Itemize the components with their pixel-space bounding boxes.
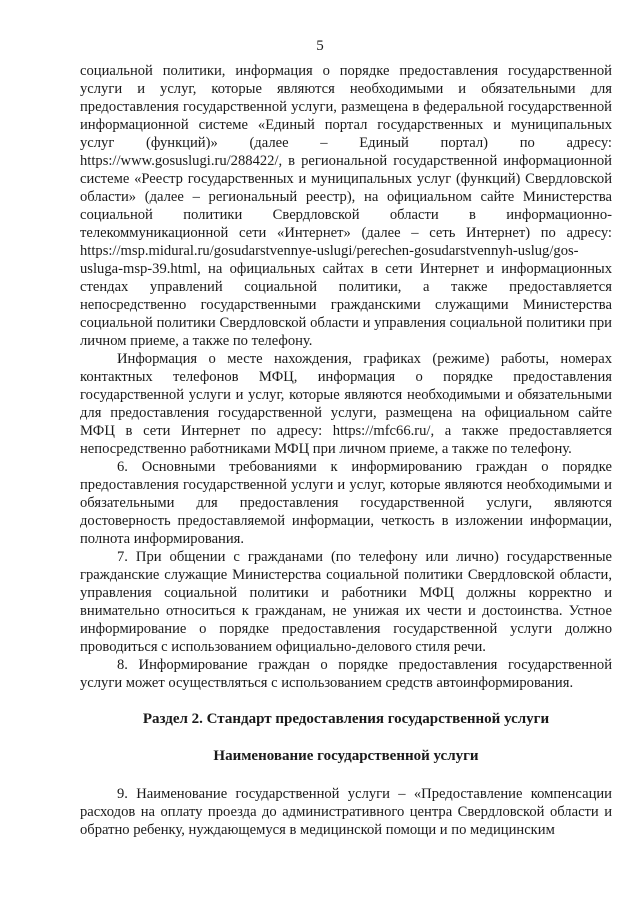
paragraph-continuation: социальной политики, информация о порядке предоставления государственной услуги и услуг, которые являются необходимыми и обязательными для предоставления государственной услуги, размещена в федеральной государственной информационной системе «Единый портал государственных и муниципальных услуг (функций)» (далее – Единый портал) по адресу: https://www.gosuslugi.ru/288422/, в региональной государственной информационной системе «Реестр государственных и муниципальных услуг (функций) Свердловской области» (далее – региональный реестр), на официальном сайте Министерства социальной политики Свердловской области в информационно-телекоммуникационной сети «Интернет» (далее – сеть Интернет) по адресу: https://msp.midural.ru/gosudarstvennye-uslugi/perechen-gosudarstvennyh-uslug/gos-usluga-msp-39.html, на официальных сайтах в сети Интернет и информационных стендах управлений социальной политики, а также предоставляется непосредственно государственными гражданскими служащими Министерства социальной политики Свердловской области и управления социальной политики при личном приеме, а также по телефону.: [80, 63, 612, 349]
paragraph-mfc-info: Информация о месте нахождения, графиках (режиме) работы, номерах контактных телефонов МФЦ, информация о порядке предоставления государственной услуги и услуг, которые являются необходимыми и обязательными для предоставления государственной услуги, размещена на официальном сайте МФЦ в сети Интернет по адресу: https://mfc66.ru/, а также предоставляется непосредственно работниками МФЦ при личном приеме, а также по телефону.: [80, 351, 612, 457]
spacer: [80, 765, 612, 785]
paragraph-6: 6. Основными требованиями к информированию граждан о порядке предоставления государственной услуги и услуг, которые являются необходимыми и обязательными для предоставления государственной услуги, являются достоверность предоставляемой информации, четкость в изложении информации, полнота информирования.: [80, 459, 612, 547]
spacer: [80, 728, 612, 747]
page-number: 5: [316, 38, 324, 54]
section-title: Раздел 2. Стандарт предоставления государственной услуги: [142, 711, 550, 727]
paragraph-8: 8. Информирование граждан о порядке предоставления государственной услуги может осуществляться с использованием средств автоинформирования.: [80, 657, 612, 691]
spacer: [80, 692, 612, 710]
paragraph-9: 9. Наименование государственной услуги – «Предоставление компенсации расходов на оплату проезда до административного центра Свердловской области и обратно ребенку, нуждающемуся в медицинской помощи и по медицинским: [80, 786, 612, 838]
document-body: [80, 62, 612, 839]
subsection-title: Наименование государственной услуги: [213, 748, 479, 764]
paragraph-7: 7. При общении с гражданами (по телефону или лично) государственные гражданские служащие Министерства социальной политики Свердловской области, управления социальной политики и работники МФЦ должны корректно и внимательно относиться к гражданам, не унижая их чести и достоинства. Устное информирование о порядке предоставления государственной услуги должно проводиться с использованием официально-делового стиля речи.: [80, 549, 612, 655]
